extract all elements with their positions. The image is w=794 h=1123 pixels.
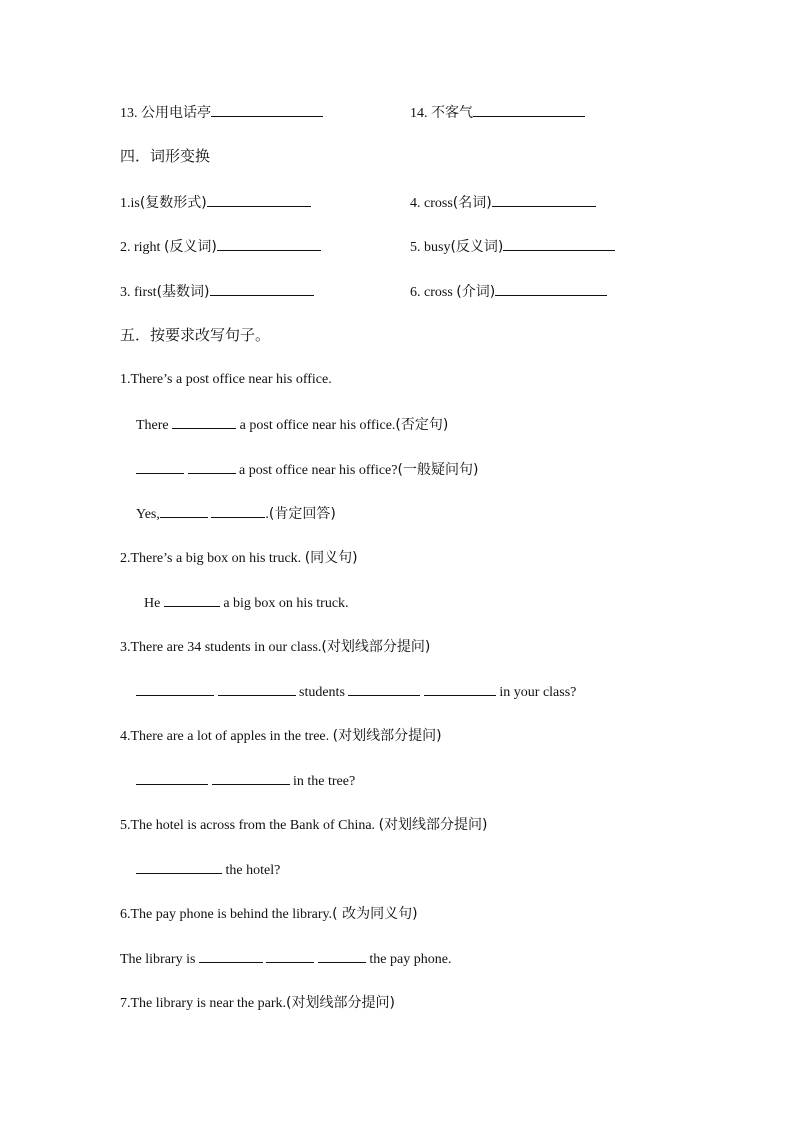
item-text: 公用电话亭 bbox=[141, 105, 211, 121]
answer-blank[interactable] bbox=[207, 192, 311, 207]
question-1-answer-a: There a post office near his office.(否定句) bbox=[136, 414, 448, 436]
item-text: 不客气 bbox=[431, 105, 473, 121]
question-3-answer: students in your class? bbox=[136, 681, 576, 703]
question-5-prompt: 5.The hotel is across from the Bank of China. (对划线部分提问) bbox=[120, 817, 488, 833]
question-1-answer-c: Yes, .(肯定回答) bbox=[136, 503, 336, 525]
answer-blank[interactable] bbox=[211, 503, 265, 518]
question-4-prompt: 4.There are a lot of apples in the tree. (对划线部分提问) bbox=[120, 728, 442, 744]
answer-blank[interactable] bbox=[495, 281, 607, 296]
question-1-answer-b: a post office near his office?(一般疑问句) bbox=[136, 459, 478, 481]
word-form-item-1: 1.is(复数形式) bbox=[120, 192, 311, 214]
question-3-prompt: 3.There are 34 students in our class.(对划线部分提问) bbox=[120, 639, 431, 655]
answer-blank[interactable] bbox=[172, 414, 236, 429]
question-5-answer: the hotel? bbox=[136, 859, 280, 881]
item-number: 14. bbox=[410, 106, 428, 121]
item-number: 13. bbox=[120, 106, 138, 121]
section-4-heading: 四．词形变换 bbox=[120, 147, 211, 165]
word-form-item-3: 3. first(基数词) bbox=[120, 281, 314, 303]
answer-blank[interactable] bbox=[473, 102, 585, 117]
section-5-heading: 五．按要求改写句子。 bbox=[120, 326, 271, 344]
answer-blank[interactable] bbox=[188, 459, 236, 474]
answer-blank[interactable] bbox=[211, 102, 323, 117]
answer-blank[interactable] bbox=[266, 948, 314, 963]
question-6-prompt: 6.The pay phone is behind the library.( 改为同义句) bbox=[120, 906, 418, 922]
answer-blank[interactable] bbox=[218, 681, 296, 696]
answer-blank[interactable] bbox=[318, 948, 366, 963]
question-6-answer: The library is the pay phone. bbox=[120, 948, 451, 970]
question-4-answer: in the tree? bbox=[136, 770, 355, 792]
answer-blank[interactable] bbox=[503, 236, 615, 251]
word-form-item-5: 5. busy(反义词) bbox=[410, 236, 615, 258]
word-form-item-2: 2. right (反义词) bbox=[120, 236, 321, 258]
question-2-prompt: 2.There’s a big box on his truck. (同义句) bbox=[120, 550, 358, 566]
question-1-prompt: 1.There’s a post office near his office. bbox=[120, 372, 332, 387]
answer-blank[interactable] bbox=[210, 281, 314, 296]
answer-blank[interactable] bbox=[424, 681, 496, 696]
answer-blank[interactable] bbox=[199, 948, 263, 963]
question-7-prompt: 7.The library is near the park.(对划线部分提问) bbox=[120, 995, 395, 1011]
vocab-item-14 bbox=[410, 102, 585, 124]
answer-blank[interactable] bbox=[212, 770, 290, 785]
answer-blank[interactable] bbox=[164, 592, 220, 607]
answer-blank[interactable] bbox=[136, 681, 214, 696]
answer-blank[interactable] bbox=[217, 236, 321, 251]
answer-blank[interactable] bbox=[160, 503, 208, 518]
answer-blank[interactable] bbox=[136, 859, 222, 874]
question-2-answer: He a big box on his truck. bbox=[144, 592, 349, 614]
answer-blank[interactable] bbox=[492, 192, 596, 207]
answer-blank[interactable] bbox=[136, 459, 184, 474]
vocab-item-13 bbox=[120, 102, 323, 124]
answer-blank[interactable] bbox=[136, 770, 208, 785]
word-form-item-4: 4. cross(名词) bbox=[410, 192, 596, 214]
word-form-item-6: 6. cross (介词) bbox=[410, 281, 607, 303]
answer-blank[interactable] bbox=[348, 681, 420, 696]
